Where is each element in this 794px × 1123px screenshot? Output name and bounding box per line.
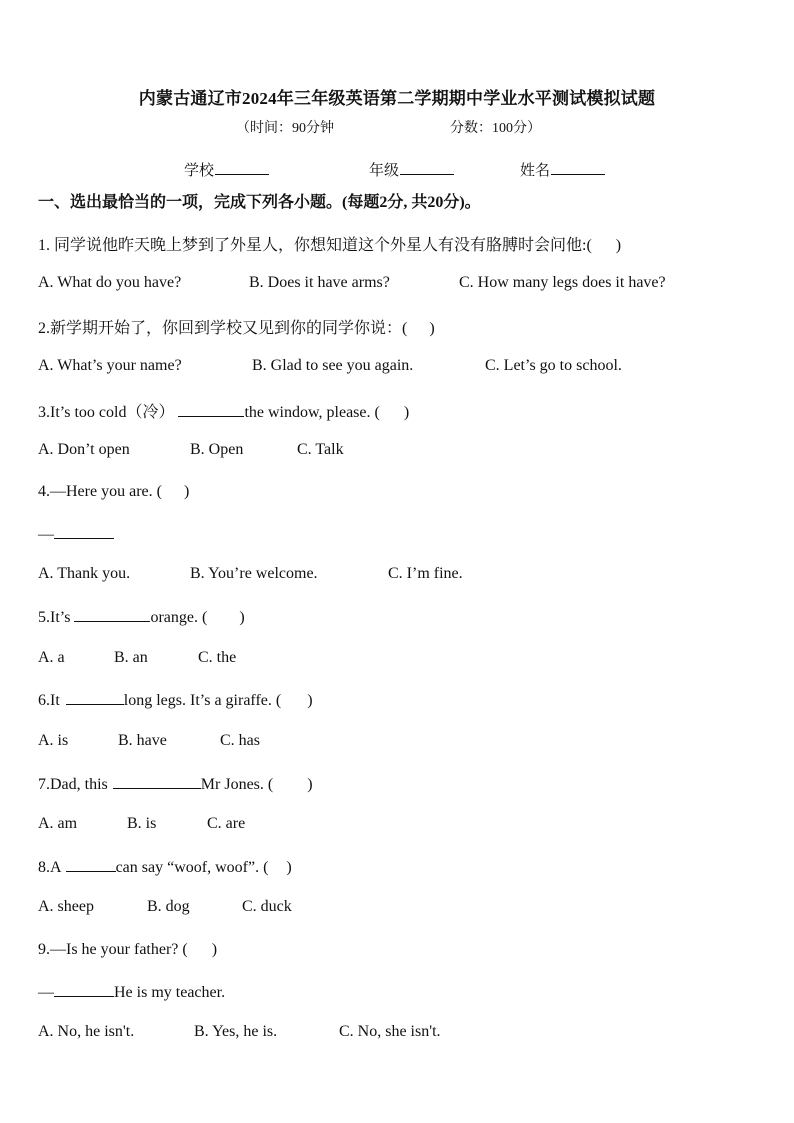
option-c[interactable]: C. Talk (297, 441, 344, 458)
question-7-options (38, 815, 245, 833)
option-c[interactable]: C. I’m fine. (388, 565, 463, 582)
fill-blank[interactable] (54, 524, 114, 539)
option-b[interactable]: B. Open (190, 441, 244, 458)
name-field (520, 159, 605, 180)
fill-blank[interactable] (113, 774, 201, 789)
answer-slot[interactable] (380, 403, 404, 417)
option-a[interactable]: A. What do you have? (38, 274, 182, 291)
option-c[interactable]: C. How many legs does it have? (459, 274, 666, 291)
question-4-options (38, 565, 463, 583)
fill-blank[interactable] (66, 857, 116, 872)
option-a[interactable]: A. is (38, 732, 69, 749)
option-b[interactable]: B. Yes, he is. (194, 1023, 278, 1040)
option-b[interactable]: B. have (118, 732, 167, 749)
grade-label: 年级 (369, 163, 400, 179)
option-b[interactable]: B. Does it have arms? (249, 274, 390, 291)
option-b[interactable]: B. dog (147, 898, 190, 915)
answer-slot[interactable] (268, 858, 286, 872)
question-9-stem: 9.—Is he your father? ( ) (38, 941, 218, 958)
option-a[interactable]: A. am (38, 815, 78, 832)
name-blank[interactable] (551, 160, 605, 175)
question-3-options (38, 441, 344, 459)
option-c[interactable]: C. the (198, 649, 237, 666)
name-label: 姓名 (520, 163, 551, 179)
fill-blank[interactable] (74, 607, 150, 622)
section-heading: 一、选出最恰当的一项，完成下列各小题。(每题2分, 共20分)。 (38, 194, 481, 211)
question-3-stem: 3.It’s too cold（冷） the window, please. ( ) (38, 404, 410, 421)
grade-field (369, 159, 454, 180)
school-label: 学校 (184, 163, 215, 179)
question-1-options (38, 274, 666, 292)
option-b[interactable]: B. is (127, 815, 157, 832)
option-a[interactable]: A. Don’t open (38, 441, 130, 458)
option-a[interactable]: A. No, he isn't. (38, 1023, 135, 1040)
answer-slot[interactable] (207, 608, 239, 622)
answer-slot[interactable] (592, 236, 616, 250)
option-a[interactable]: A. sheep (38, 898, 94, 915)
school-blank[interactable] (215, 160, 269, 175)
option-b[interactable]: B. an (114, 649, 148, 666)
question-8-stem: 8.A can say “woof, woof”. ( ) (38, 859, 292, 876)
question-6-options (38, 732, 260, 750)
answer-slot[interactable] (407, 319, 429, 333)
option-c[interactable]: C. has (220, 732, 260, 749)
question-1-stem: 1. 同学说他昨天晚上梦到了外星人，你想知道这个外星人有没有胳膊时会问他:( ) (38, 237, 622, 254)
grade-blank[interactable] (400, 160, 454, 175)
option-c[interactable]: C. No, she isn't. (339, 1023, 441, 1040)
question-4-reply: — (38, 524, 114, 544)
fill-blank[interactable] (178, 402, 244, 417)
question-5-options (38, 649, 236, 667)
option-b[interactable]: B. Glad to see you again. (252, 357, 414, 374)
question-2-options (38, 357, 622, 375)
answer-slot[interactable] (188, 940, 212, 954)
option-a[interactable]: A. Thank you. (38, 565, 131, 582)
fill-blank[interactable] (54, 982, 114, 997)
exam-time: （时间：90分钟 (236, 121, 334, 136)
exam-score: 分数：100分） (450, 121, 541, 136)
question-7-stem: 7.Dad, this Mr Jones. ( ) (38, 776, 313, 793)
option-c[interactable]: C. Let’s go to school. (485, 357, 622, 374)
answer-slot[interactable] (281, 691, 307, 705)
option-a[interactable]: A. What’s your name? (38, 357, 182, 374)
question-6-stem: 6.It long legs. It’s a giraffe. ( ) (38, 692, 313, 709)
option-c[interactable]: C. are (207, 815, 246, 832)
question-9-options (38, 1023, 441, 1041)
school-field (184, 159, 269, 180)
question-9-reply: — He is my teacher. (38, 984, 226, 1001)
question-2-stem: 2.新学期开始了，你回到学校又见到你的同学你说：( ) (38, 320, 435, 337)
option-a[interactable]: A. a (38, 649, 65, 666)
option-c[interactable]: C. duck (242, 898, 292, 915)
question-5-stem: 5.It’s orange. ( ) (38, 609, 245, 626)
question-8-options (38, 898, 292, 916)
answer-slot[interactable] (273, 775, 307, 789)
option-b[interactable]: B. You’re welcome. (190, 565, 318, 582)
answer-slot[interactable] (162, 482, 184, 496)
fill-blank[interactable] (66, 690, 124, 705)
exam-title: 内蒙古通辽市2024年三年级英语第二学期期中学业水平测试模拟试题 (138, 89, 656, 108)
question-4-stem: 4.—Here you are. ( ) (38, 483, 190, 500)
